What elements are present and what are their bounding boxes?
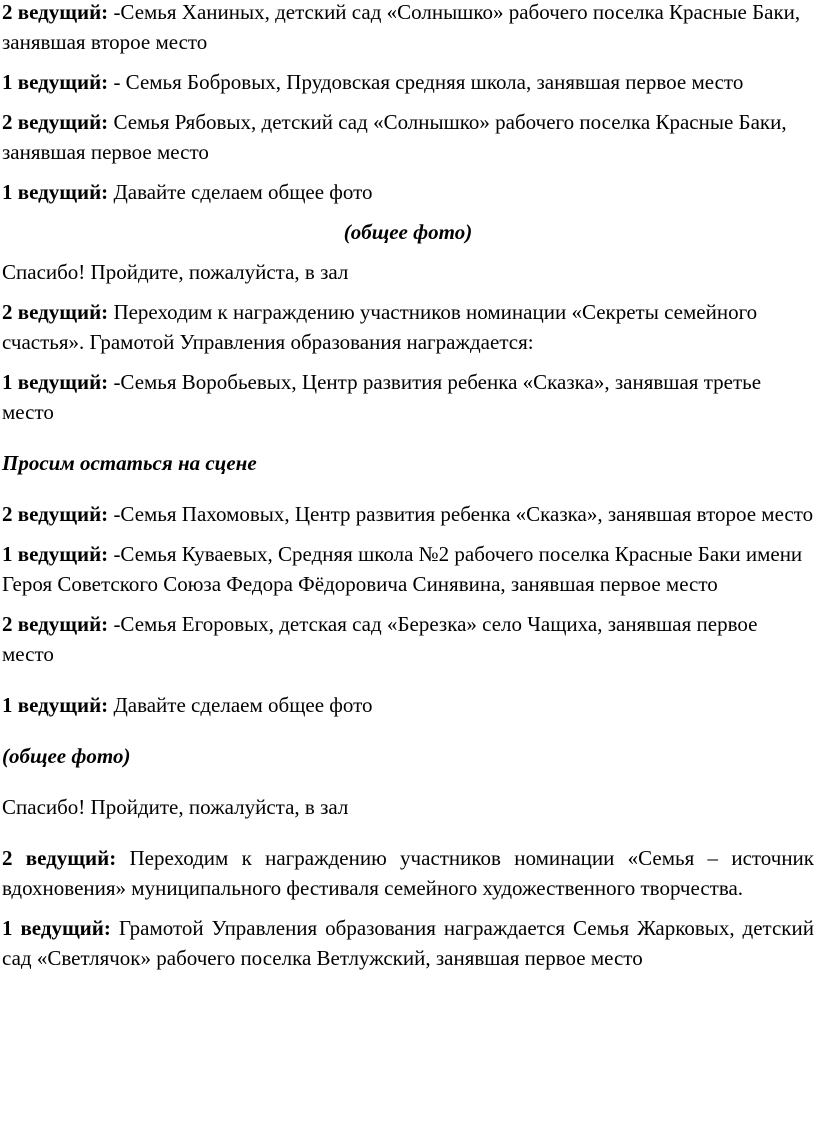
speaker-label: 2 ведущий: — [2, 846, 117, 870]
paragraph — [2, 177, 814, 207]
speaker-label: 2 ведущий: — [2, 110, 109, 134]
speaker-label: 2 ведущий: — [2, 612, 109, 636]
speaker-label: 2 ведущий: — [2, 502, 109, 526]
stage-direction: Просим остаться на сцене — [2, 451, 257, 475]
paragraph-text: Спасибо! Пройдите, пожалуйста, в зал — [2, 795, 349, 819]
paragraph-text: Спасибо! Пройдите, пожалуйста, в зал — [2, 260, 349, 284]
paragraph — [2, 67, 814, 97]
paragraph — [2, 499, 814, 529]
speaker-label: 1 ведущий: — [2, 180, 109, 204]
stage-direction: (общее фото) — [2, 744, 131, 768]
paragraph-text: Давайте сделаем общее фото — [108, 693, 373, 717]
paragraph-text: -Семья Воробьевых, Центр развития ребенка «Сказка», занявшая третье место — [2, 370, 762, 424]
paragraph-text: Переходим к награждению участников номинации «Семья – источник вдохновения» муниципального фестиваля семейного художественного творчества. — [2, 846, 814, 900]
paragraph — [2, 0, 814, 57]
paragraph-text: Давайте сделаем общее фото — [108, 180, 373, 204]
paragraph-text: Грамотой Управления образования награждается Семья Жарковых, детский сад «Светлячок» рабочего поселка Ветлужский, занявшая первое место — [2, 916, 814, 970]
paragraph — [2, 913, 814, 973]
stage-direction: (общее фото) — [343, 220, 473, 244]
paragraph — [2, 609, 814, 669]
paragraph — [2, 690, 814, 720]
speaker-label: 1 ведущий: — [2, 70, 109, 94]
paragraph — [2, 297, 814, 357]
paragraph-text: -Семья Ханиных, детский сад «Солнышко» рабочего поселка Красные Баки, занявшая второе место — [2, 0, 801, 54]
paragraph-text: Переходим к награждению участников номинации «Секреты семейного счастья». Грамотой Управления образования награждается: — [2, 300, 758, 354]
speaker-label: 1 ведущий: — [2, 916, 111, 940]
paragraph — [2, 843, 814, 903]
speaker-label: 2 ведущий: — [2, 0, 109, 24]
paragraph-text: - Семья Бобровых, Прудовская средняя школа, занявшая первое место — [108, 70, 744, 94]
speaker-label: 1 ведущий: — [2, 370, 109, 394]
paragraph-text: -Семья Пахомовых, Центр развития ребенка «Сказка», занявшая второе место — [108, 502, 814, 526]
speaker-label: 1 ведущий: — [2, 693, 109, 717]
speaker-label: 2 ведущий: — [2, 300, 109, 324]
speaker-label: 1 ведущий: — [2, 542, 109, 566]
paragraph — [2, 367, 814, 427]
paragraph — [2, 539, 814, 599]
paragraph — [2, 107, 814, 167]
paragraph-text: -Семья Куваевых, Средняя школа №2 рабочего поселка Красные Баки имени Героя Советского Союза Федора Фёдоровича Синявина, занявшая первое место — [2, 542, 803, 596]
paragraph-text: Семья Рябовых, детский сад «Солнышко» рабочего поселка Красные Баки, занявшая первое место — [2, 110, 787, 164]
paragraph-text: -Семья Егоровых, детская сад «Березка» село Чащиха, занявшая первое место — [2, 612, 758, 666]
